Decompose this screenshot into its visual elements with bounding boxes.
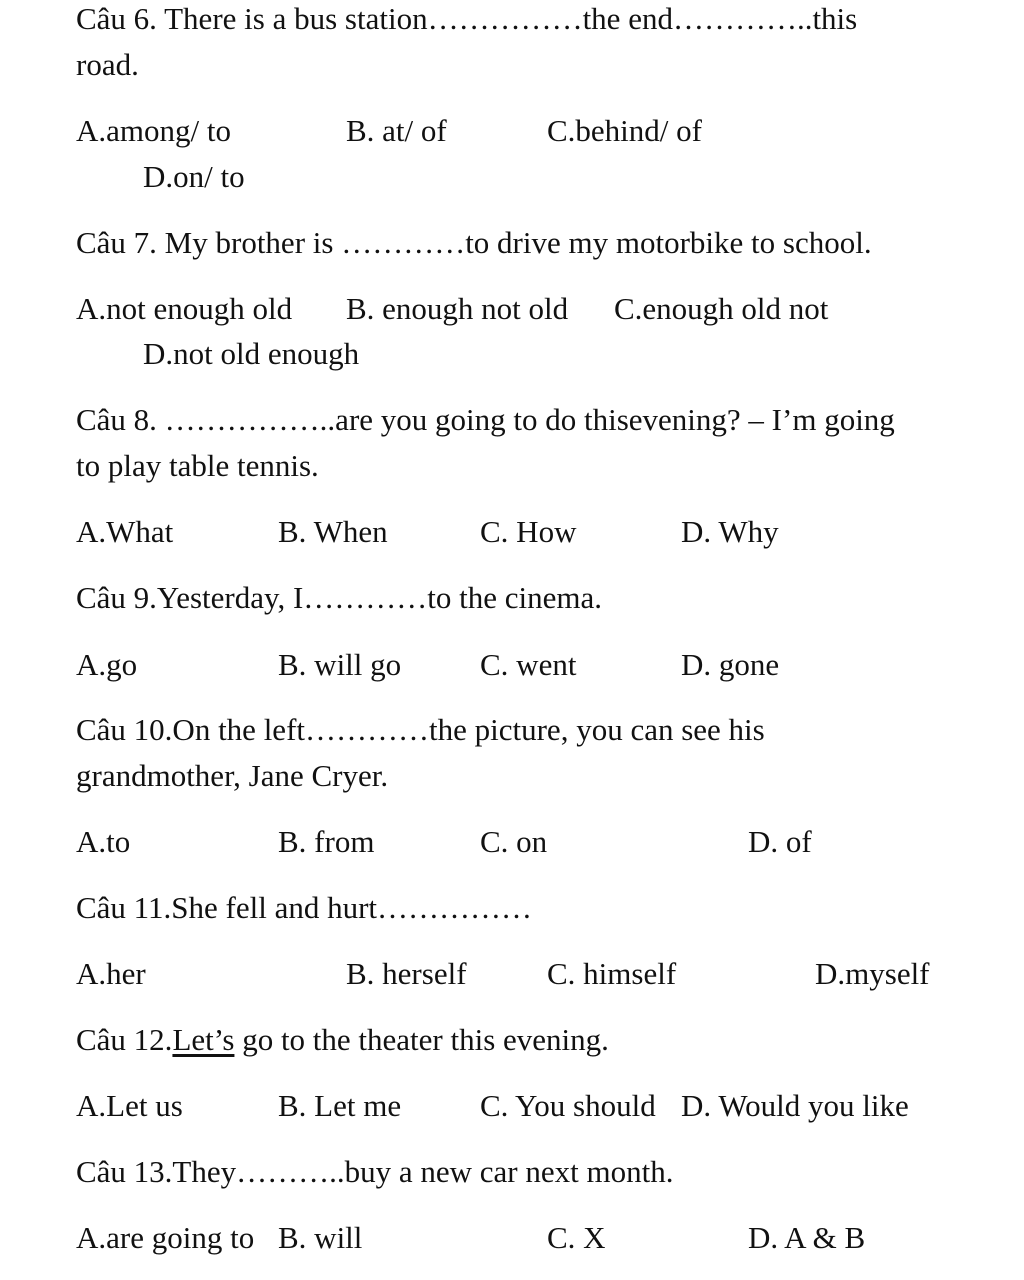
question-6-stem-line-2: road. <box>76 47 139 82</box>
question-8-stem-line-1: Câu 8. ……………..are you going to do thisevening? – I’m going <box>76 402 895 437</box>
question-8-option-c: C. How <box>480 514 577 549</box>
question-10-stem-line-1: Câu 10.On the left…………the picture, you can see his <box>76 712 765 747</box>
question-7-stem-line-1: Câu 7. My brother is …………to drive my motorbike to school. <box>76 225 872 260</box>
question-12-stem-line-1 <box>76 1017 609 1063</box>
question-7-option-b: B. enough not old <box>346 291 569 326</box>
question-11-option-d: D.myself <box>815 956 930 991</box>
question-12-option-d: D. Would you like <box>681 1088 909 1123</box>
question-13-stem-line-1: Câu 13.They………..buy a new car next month. <box>76 1154 674 1189</box>
question-6-option-b: B. at/ of <box>346 113 447 148</box>
question-10-stem-line-2: grandmother, Jane Cryer. <box>76 758 389 793</box>
question-12-option-c: C. You should <box>480 1088 656 1123</box>
question-9-option-c: C. went <box>480 647 577 682</box>
question-11-stem-line-1: Câu 11.She fell and hurt…………… <box>76 890 533 925</box>
question-8-option-d: D. Why <box>681 514 779 549</box>
question-10-option-a: A.to <box>76 824 131 859</box>
question-12-option-b: B. Let me <box>278 1088 402 1123</box>
question-6-option-c: C.behind/ of <box>547 113 702 148</box>
question-8-option-b: B. When <box>278 514 388 549</box>
question-7-option-c: C.enough old not <box>614 291 829 326</box>
question-10-option-d: D. of <box>748 824 812 859</box>
question-11-option-a: A.her <box>76 956 146 991</box>
question-9-stem-line-1: Câu 9.Yesterday, I…………to the cinema. <box>76 580 603 615</box>
question-13-option-a: A.are going to <box>76 1220 255 1255</box>
question-11-option-c: C. himself <box>547 956 677 991</box>
question-9-option-a: A.go <box>76 647 138 682</box>
question-10-option-c: C. on <box>480 824 548 859</box>
question-9-option-b: B. will go <box>278 647 402 682</box>
question-11-option-b: B. herself <box>346 956 467 991</box>
question-12-stem-suffix: go to the theater this evening. <box>234 1022 609 1057</box>
question-13-option-d: D. A & B <box>748 1220 866 1255</box>
question-9-option-d: D. gone <box>681 647 780 682</box>
question-7-option-a: A.not enough old <box>76 291 293 326</box>
question-12-stem-prefix: Câu 12. <box>76 1022 173 1057</box>
question-8-stem-line-2: to play table tennis. <box>76 448 319 483</box>
question-7-option-d: D.not old enough <box>143 336 360 371</box>
question-12-underlined-phrase: Let’s <box>172 1022 235 1057</box>
question-6-option-a: A.among/ to <box>76 113 231 148</box>
question-13-option-c: C. X <box>547 1220 606 1255</box>
question-13-option-b: B. will <box>278 1220 363 1255</box>
question-8-option-a: A.What <box>76 514 174 549</box>
question-6-option-d: D.on/ to <box>143 159 245 194</box>
question-12-option-a: A.Let us <box>76 1088 183 1123</box>
question-6-stem-line-1: Câu 6. There is a bus station……………the end…………..this <box>76 1 858 36</box>
question-10-option-b: B. from <box>278 824 375 859</box>
